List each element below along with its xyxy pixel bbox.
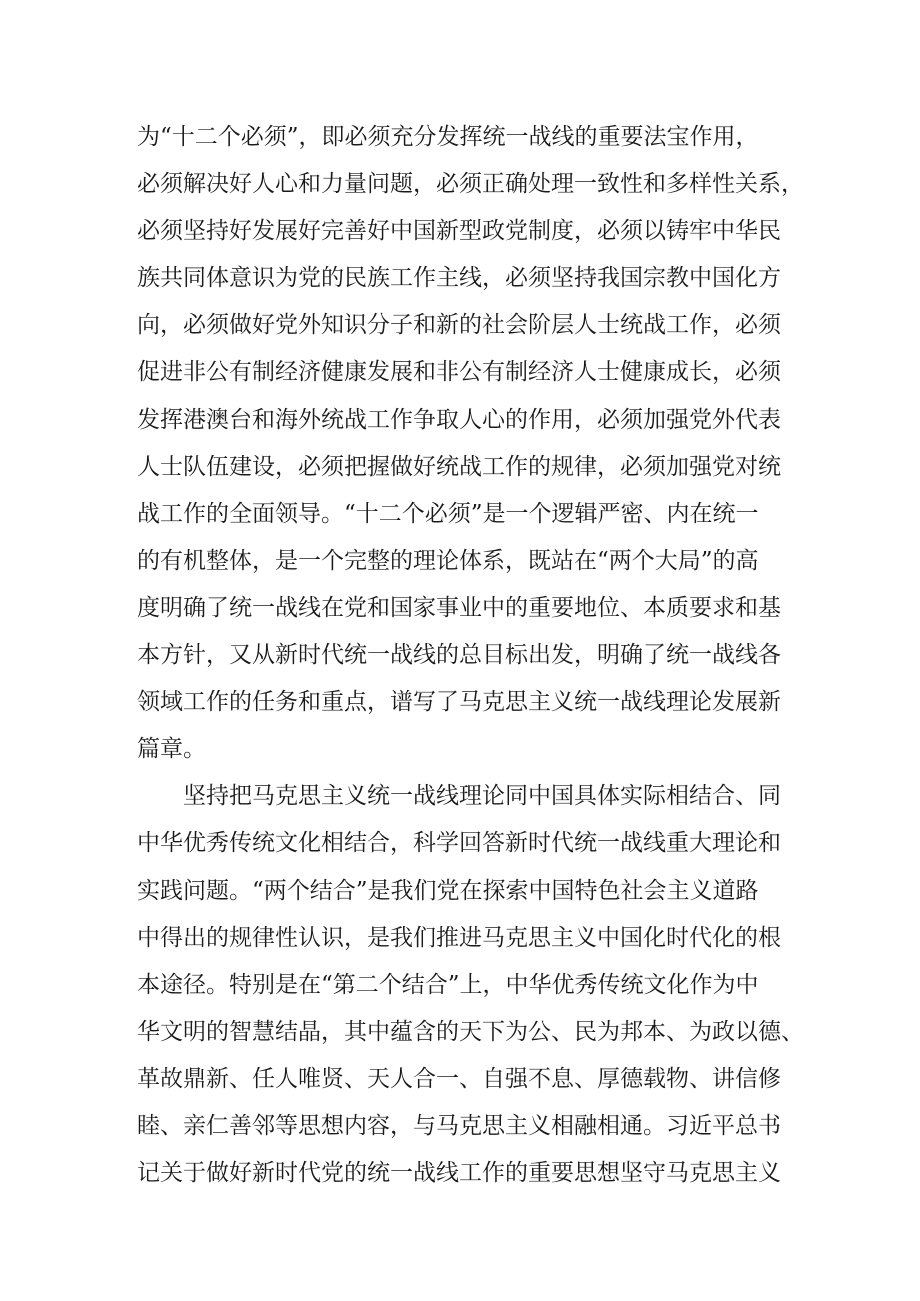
text-line: 本方针，又从新时代统一战线的总目标出发，明确了统一战线各 bbox=[137, 642, 781, 669]
text-line: 实践问题。“两个结合”是我们党在探索中国特色社会主义道路 bbox=[137, 877, 759, 904]
text-line: 革故鼎新、任人唯贤、天人合一、自强不息、厚德载物、讲信修 bbox=[137, 1065, 781, 1092]
text-line: 本途径。特别是在“第二个结合”上，中华优秀传统文化作为中 bbox=[137, 971, 759, 998]
paragraph-start-line: 坚持把马克思主义统一战线理论同中国具体实际相结合、同 bbox=[137, 783, 781, 810]
text-line: 为“十二个必须”，即必须充分发挥统一战线的重要法宝作用， bbox=[137, 124, 759, 150]
text-line: 记关于做好新时代党的统一战线工作的重要思想坚守马克思主义 bbox=[137, 1160, 781, 1187]
text-line: 促进非公有制经济健康发展和非公有制经济人士健康成长，必须 bbox=[137, 359, 781, 386]
text-line: 发挥港澳台和海外统战工作争取人心的作用，必须加强党外代表 bbox=[137, 406, 781, 433]
text-line: 向，必须做好党外知识分子和新的社会阶层人士统战工作，必须 bbox=[137, 312, 781, 339]
text-line: 人士队伍建设，必须把握做好统战工作的规律，必须加强党对统 bbox=[137, 453, 781, 480]
text-line: 中华优秀传统文化相结合，科学回答新时代统一战线重大理论和 bbox=[137, 830, 781, 857]
text-line: 睦、亲仁善邻等思想内容，与马克思主义相融相通。习近平总书 bbox=[137, 1112, 781, 1139]
text-line: 领域工作的任务和重点，谱写了马克思主义统一战线理论发展新 bbox=[137, 689, 781, 716]
text-line: 族共同体意识为党的民族工作主线，必须坚持我国宗教中国化方 bbox=[137, 265, 781, 292]
text-line: 华文明的智慧结晶，其中蕴含的天下为公、民为邦本、为政以德、 bbox=[137, 1018, 804, 1045]
text-line: 中得出的规律性认识，是我们推进马克思主义中国化时代化的根 bbox=[137, 924, 781, 951]
text-line: 的有机整体，是一个完整的理论体系，既站在“两个大局”的高 bbox=[137, 547, 759, 574]
text-line: 度明确了统一战线在党和国家事业中的重要地位、本质要求和基 bbox=[137, 594, 781, 621]
text-line: 篇章。 bbox=[137, 736, 206, 763]
text-line: 必须坚持好发展好完善好中国新型政党制度，必须以铸牢中华民 bbox=[137, 218, 781, 245]
body-text bbox=[137, 114, 817, 1197]
text-line: 战工作的全面领导。“十二个必须”是一个逻辑严密、内在统一 bbox=[137, 500, 759, 527]
text-line: 必须解决好人心和力量问题，必须正确处理一致性和多样性关系， bbox=[137, 171, 804, 198]
